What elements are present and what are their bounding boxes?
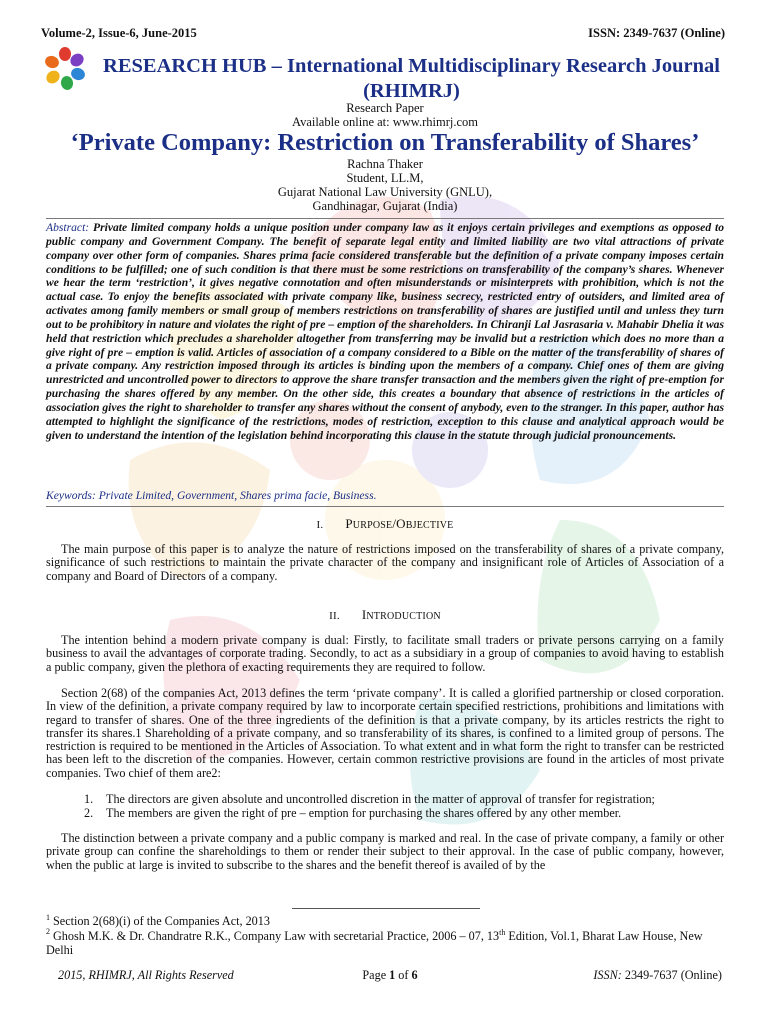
section-heading-initial-2: O [396,516,406,531]
footnote-text: Ghosh M.K. & Dr. Chandratre R.K., Company Law with secretarial Practice, 2006 – 07, 13 [53,928,500,943]
author-location: Gandhinagar, Gujarat (India) [312,199,458,213]
section-heading-initial: P [345,516,353,531]
page-total: 6 [411,968,418,982]
intro-paragraph-3: The distinction between a private company and a public company is marked and real. In the case of private company, a family or other private group can confine the shareholdings to them or render their subject to their approval. In the case of public company, however, when the public at large is invited to subscribe to the shares and the benefit thereof is availed of by the [46,831,724,872]
list-item [84,807,724,821]
section-heading-smallcaps: URPOSE [352,520,393,531]
journal-name-line2: (RHIMRJ) [363,80,460,102]
page-footer [58,968,722,984]
page-current: 1 [389,968,396,982]
footnotes [46,914,724,958]
intro-paragraph-2: Section 2(68) of the companies Act, 2013 defines the term ‘private company’. It is called a glorified partnership or closed corporation. In view of the definition, a private company required by law to incorporate certain specified restrictions, prohibitions and limitations with regard to transfer of shares. One of the three ingredients of the definition is that a private company, by its articles restricts the right to transfer its shares.1 Shareholding of a private company, and so transferability of its shares, is confined to a limited group of persons. The restriction is required to be mentioned in the Articles of Association. To what extent and in what form the right to transfer can be restricted has been left to the discretion of the companies. However, certain common restrictive provisions are found in the articles of most private companies. Two chief of them are2: [46,686,724,780]
journal-name [95,54,728,104]
paper-type: Research Paper [346,101,424,115]
footnote-number: 2 [46,927,50,937]
abstract-label: Abstract: [46,221,90,234]
author-university: Gujarat National Law University (GNLU), [277,185,493,199]
abstract-top-rule [46,218,724,219]
footnote-1 [46,914,724,929]
intro-paragraph-1: The intention behind a modern private company is dual: Firstly, to facilitate small traders or private persons carrying on a family business to avail the advantages of corporate trading. Secondly, to act as a subsidiary in a group of companies to avoid having to establish a public company, given the plethora of exacting requirements they are required to follow. [46,633,724,674]
footer-copyright: 2015, RHIMRJ, All Rights Reserved [58,968,234,982]
running-header [41,26,725,44]
footer-issn-value: 2349-7637 (Online) [621,968,722,982]
purpose-paragraph: The main purpose of this paper is to analyze the nature of restrictions imposed on the transferability of shares of a private company, significance of such restrictions to maintain the private character of the company and insignificant role of Articles of Association of a company and Board of Directors of a company. [46,542,724,583]
abstract [46,221,724,443]
section-heading-smallcaps-2: BJECTIVE [405,520,454,531]
footer-issn-label: ISSN: [593,968,622,982]
footnote-separator [292,908,480,909]
list-item-text: The members are given the right of pre – emption for purchasing the shares offered by any other member. [106,805,622,820]
section-number: II. [329,610,340,622]
keywords-bottom-rule [46,506,724,507]
section-number: I. [316,519,324,531]
footnote-2 [46,929,724,958]
list-item-number: 2. [84,805,94,820]
list-item-number: 1. [84,792,94,806]
list-item [84,793,724,807]
available-online: Available online at: www.rhimrj.com [291,115,479,129]
author-role: Student, LL.M, [346,171,424,185]
page-prefix: Page [362,968,390,982]
footnote-text: Section 2(68)(i) of the Companies Act, 2013 [53,914,270,928]
footnote-number: 1 [46,912,50,922]
page-of: of [395,968,412,982]
journal-logo [40,46,90,90]
list-item-text: The directors are given absolute and uncontrolled discretion in the matter of approval of transfer for registration; [106,792,655,806]
section-heading-smallcaps: NTRODUCTION [366,611,441,622]
section-heading-initial: I [361,607,367,622]
footnote-superscript: th [499,927,506,937]
section-heading-introduction [0,608,770,624]
footnote-text-continued: Edition, Vol.1, Bharat Law House, New Delhi [46,928,703,957]
paper-title: ‘Private Company: Restriction on Transferability of Shares’ [70,129,700,156]
section-heading-purpose [0,517,770,533]
footer-issn [593,968,722,983]
issn-header: ISSN: 2349-7637 (Online) [588,26,725,40]
journal-name-line1: RESEARCH HUB – International Multidisciplinary Research Journal [103,55,720,77]
abstract-text: Private limited company holds a unique position under company law as it enjoys certain privileges and exemptions as opposed to public company and Government Company. The benefit of separate legal entity and limited liability are two vital attractions of private company over other form of companies. Shares prima facie considered transferable but the definition of a private company imposes certain conditions to be fulfilled; one of such condition is that there must be some restrictions on transferability of the company’s shares. Whenever we hear the term ‘restriction’, it gives negative connotation and often misunderstands or misinterprets with prohibition, which is not the actual case. To enjoy the benefits associated with private company like, business secrecy, restricted entry of outsiders, and limited area of activates among family members or small group of members restrictions on transferability of shares are justified until and unless they turn out to be prohibitory in nature and violates the right of pre – emption of the shareholders. In Chiranji Lal Jasrasaria v. Mahabir Dhelia it was held that restriction which precludes a shareholder altogether from transferring may be invalid but a restriction which does no more than a give right of pre – emption is valid. Articles of association of a company considered to a Bible on the matter of the transferability of shares of a private company. Any restriction imposed through its articles is binding upon the members of a company. Chief ones of them are giving unrestricted and uncontrolled power to directors to approve the share transfer transaction and the members given the right of pre-emption for purchasing the shares offered by any member. On the other side, this creates a boundary that absence of restrictions in the articles of association gives the right to shareholder to transfer any shares without the consent of anybody, even to the stranger. In this paper, author has attempted to highlight the significance of the restrictions, modes of restriction, exception to this clause and analytical approach would be given to understand the intention of the legislation behind incorporating this clause in the statute through judicial pronouncements. [46,221,724,442]
restrictions-list [84,793,724,820]
volume-issue: Volume-2, Issue-6, June-2015 [41,26,197,40]
author-name: Rachna Thaker [347,157,423,171]
keywords: Keywords: Private Limited, Government, Shares prima facie, Business. [46,489,377,502]
section-heading-separator: / [392,516,397,531]
